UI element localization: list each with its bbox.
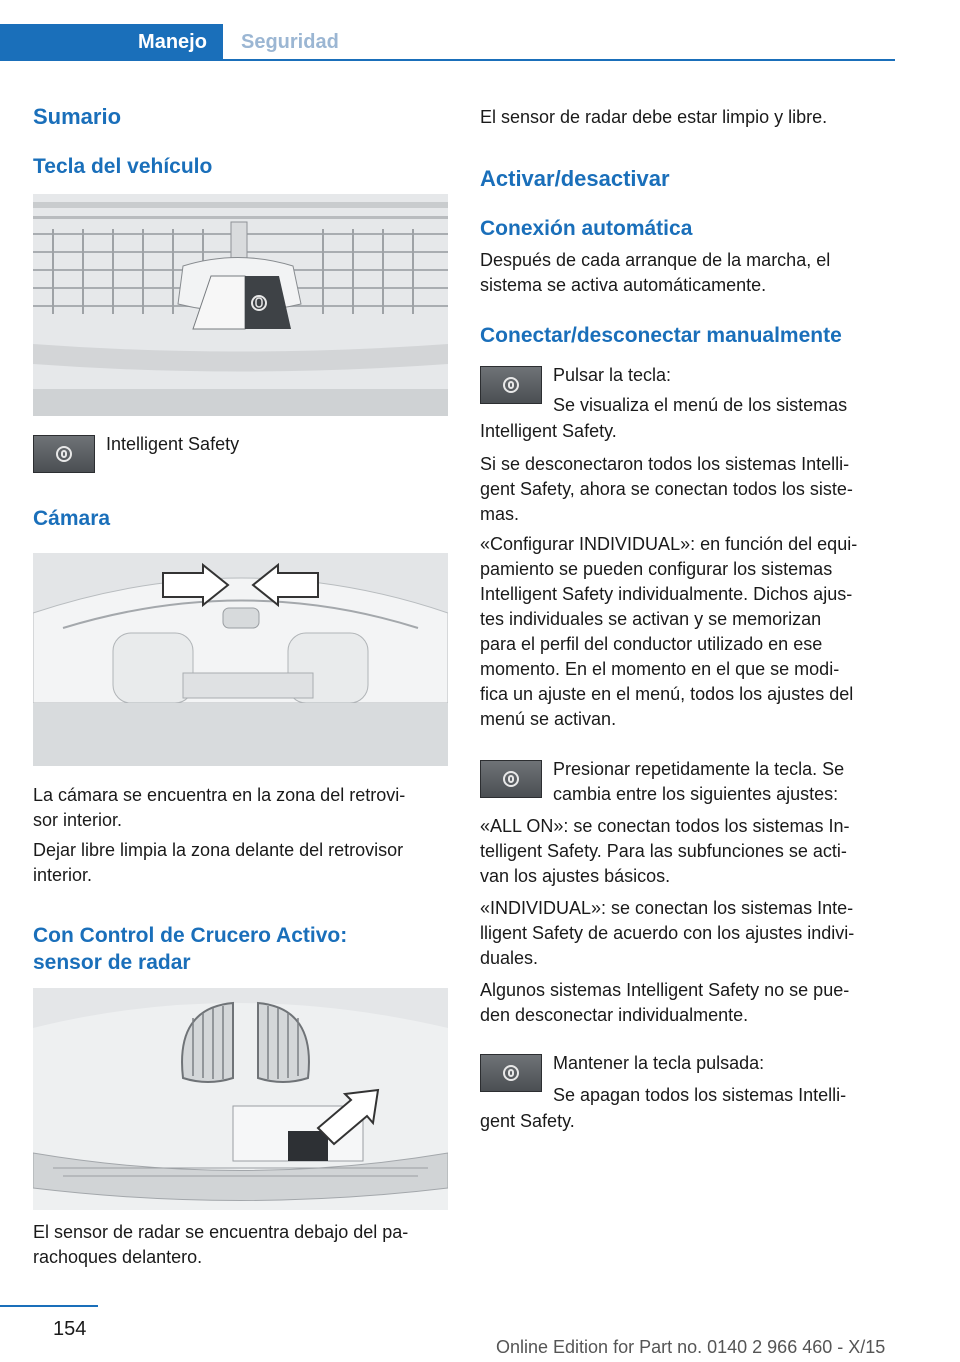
- text-line: fica un ajuste en el menú, todos los ajustes del: [480, 684, 854, 704]
- apagan-line-1: Se apagan todos los sistemas Intelli‐: [553, 1085, 847, 1105]
- text-line: rachoques delantero.: [33, 1247, 203, 1267]
- visualiza-line-2: Intelligent Safety.: [480, 421, 617, 441]
- text-line: cambia entre los siguientes ajustes:: [553, 784, 839, 804]
- text-line: tes individuales se activan y se memorizan: [480, 609, 822, 629]
- text-line: menú se activan.: [480, 709, 617, 729]
- heading-sumario: Sumario: [33, 104, 122, 129]
- heading-line: sensor de radar: [33, 951, 191, 974]
- figure-key-location: [33, 194, 448, 416]
- text-line: sor interior.: [33, 810, 123, 830]
- text-line: gent Safety, ahora se conectan todos los siste‐: [480, 479, 853, 499]
- key-caption: Intelligent Safety: [106, 434, 240, 454]
- header-rule: [0, 59, 895, 61]
- page-number-rule: [0, 1305, 98, 1307]
- camara-paragraph-1: [33, 783, 405, 833]
- visualiza-line-1: Se visualiza el menú de los sistemas: [553, 395, 848, 415]
- text-line: para el perfil del conductor utilizado en ese: [480, 634, 823, 654]
- text-line: «ALL ON»: se conectan todos los sistemas In‐: [480, 816, 850, 836]
- configurar-paragraph: [480, 532, 857, 732]
- heading-conectar-manual: Conectar/desconectar manualmente: [480, 324, 842, 347]
- intelligent-safety-key-icon: [480, 760, 542, 798]
- presionar-paragraph: [553, 757, 844, 807]
- text-line: El sensor de radar se encuentra debajo del pa‐: [33, 1222, 409, 1242]
- edition-footer: Online Edition for Part no. 0140 2 966 460 - X/15: [496, 1337, 886, 1357]
- text-line: Después de cada arranque de la marcha, el: [480, 250, 831, 270]
- algunos-paragraph: [480, 978, 849, 1028]
- text-line: Presionar repetidamente la tecla. Se: [553, 759, 845, 779]
- intelligent-safety-key-icon: [480, 1054, 542, 1092]
- text-line: pamiento se pueden configurar los sistemas: [480, 559, 833, 579]
- heading-camara: Cámara: [33, 507, 111, 530]
- text-line: duales.: [480, 948, 539, 968]
- apagan-line-2: gent Safety.: [480, 1111, 575, 1131]
- chapter-tabs: [0, 0, 895, 62]
- radar-paragraph: [33, 1220, 408, 1270]
- allon-paragraph: [480, 814, 850, 889]
- dashboard-illustration: [33, 194, 448, 416]
- text-line: «Configurar INDIVIDUAL»: en función del equi‐: [480, 534, 858, 554]
- text-line: interior.: [33, 865, 93, 885]
- pulsar-text: Pulsar la tecla:: [553, 365, 672, 385]
- heading-tecla-vehiculo: Tecla del vehículo: [33, 155, 213, 178]
- text-line: Si se desconectaron todos los sistemas Intelli‐: [480, 454, 850, 474]
- text-line: den desconectar individualmente.: [480, 1005, 749, 1025]
- individual-paragraph: [480, 896, 854, 971]
- text-line: momento. En el momento en el que se modi‐: [480, 659, 840, 679]
- car-interior-illustration: [33, 553, 448, 766]
- bumper-illustration: [33, 988, 448, 1210]
- text-line: mas.: [480, 504, 520, 524]
- text-line: La cámara se encuentra en la zona del retrovi‐: [33, 785, 406, 805]
- text-line: telligent Safety. Para las subfunciones se acti‐: [480, 841, 847, 861]
- intelligent-safety-key-icon: [480, 366, 542, 404]
- tab-seguridad[interactable]: Seguridad: [241, 31, 339, 53]
- heading-activar-desactivar: Activar/desactivar: [480, 166, 670, 191]
- text-line: Intelligent Safety individualmente. Dichos ajus‐: [480, 584, 853, 604]
- radar-clean-text: El sensor de radar debe estar limpio y libre.: [480, 107, 828, 127]
- text-line: Algunos sistemas Intelligent Safety no se pue‐: [480, 980, 850, 1000]
- text-line: lligent Safety de acuerdo con los ajustes indivi‐: [480, 923, 855, 943]
- camara-paragraph-2: [33, 838, 403, 888]
- heading-line: Con Control de Crucero Activo:: [33, 924, 348, 947]
- figure-camera-location: [33, 553, 448, 766]
- tab-manejo[interactable]: Manejo: [122, 24, 223, 60]
- si-paragraph: [480, 452, 853, 527]
- text-line: van los ajustes básicos.: [480, 866, 671, 886]
- text-line: «INDIVIDUAL»: se conectan los sistemas Inte‐: [480, 898, 854, 918]
- heading-radar: [33, 922, 347, 976]
- text-line: sistema se activa automáticamente.: [480, 275, 767, 295]
- text-line: Dejar libre limpia la zona delante del retrovisor: [33, 840, 404, 860]
- intelligent-safety-key-icon: [33, 435, 95, 473]
- heading-conexion-automatica: Conexión automática: [480, 217, 693, 240]
- page-number: 154: [53, 1318, 87, 1340]
- figure-radar-location: [33, 988, 448, 1210]
- mantener-text: Mantener la tecla pulsada:: [553, 1053, 765, 1073]
- conexion-paragraph: [480, 248, 830, 298]
- tab-spacer: [0, 24, 122, 60]
